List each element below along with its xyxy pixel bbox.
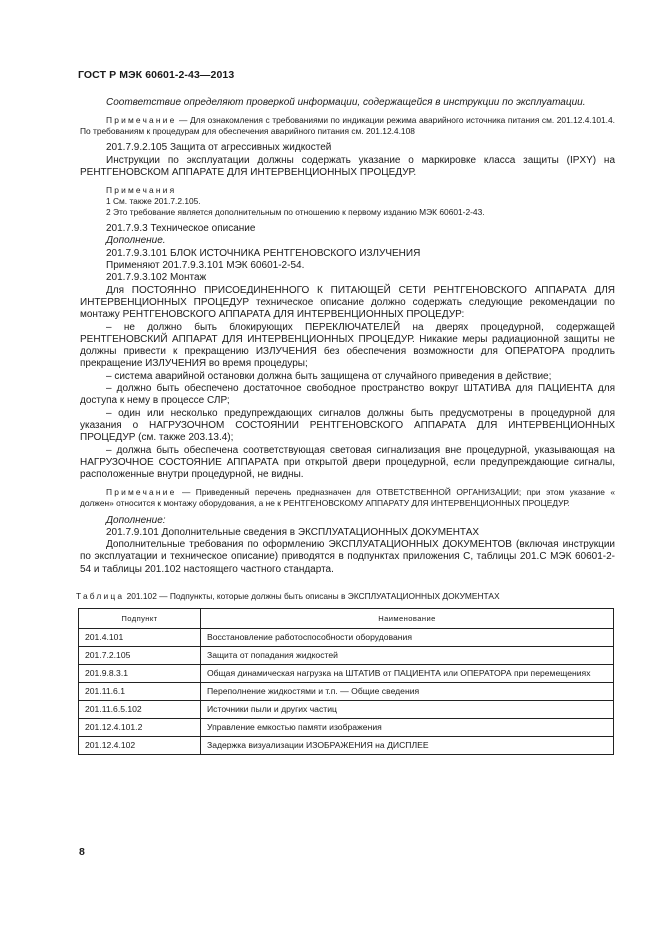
table-cell-name: Защита от попадания жидкостей — [201, 647, 614, 665]
subclauses-table — [78, 608, 614, 755]
table-header-row — [79, 609, 614, 629]
table-cell-code: 201.12.4.101.2 — [79, 719, 201, 737]
section-3-title: 201.7.9.3 Техническое описание — [106, 223, 256, 235]
table-row — [79, 701, 614, 719]
table-cell-name: Источники пыли и других частиц — [201, 701, 614, 719]
table-caption-text: 201.102 — Подпункты, которые должны быть описаны в ЭКСПЛУАТАЦИОННЫХ ДОКУМЕНТАХ — [124, 591, 500, 602]
notes-2-label: Примечания — [106, 185, 177, 196]
table-row — [79, 665, 614, 683]
page-content — [76, 93, 615, 755]
note-1-text: — Для ознакомления с требованиями по индикации режима аварийного источника питания см. 201.12.4.101.4. По требованиям к процедурам для обеспечения аварийного питания см. 201.12.4.108 — [80, 115, 615, 136]
table-row — [79, 647, 614, 665]
table-row — [79, 683, 614, 701]
section-3102-text: Для ПОСТОЯННО ПРИСОЕДИНЕННОГО К ПИТАЮЩЕЙ СЕТИ РЕНТГЕНОВСКОГО АППАРАТА ДЛЯ ИНТЕРВЕНЦИОННЫХ ПРОЦЕДУР техническое описание должно содержать следующие рекомендации по монтажу РЕНТГЕНОВСКОГО АППАРАТА ДЛЯ ИНТЕРВЕНЦИОННЫХ ПРОЦЕДУР: — [80, 284, 615, 321]
section-2105-text: Инструкции по эксплуатации должны содержать указание о маркировке класса защиты (IPXY) на РЕНТГЕНОВСКОМ АППАРАТЕ ДЛЯ ИНТЕРВЕНЦИОННЫХ ПРОЦЕДУР. — [80, 154, 615, 179]
section-3101-text: Применяют 201.7.9.3.101 МЭК 60601-2-54. — [106, 260, 305, 272]
table-row — [79, 737, 614, 755]
table-row — [79, 629, 614, 647]
section-3101-title: 201.7.9.3.101 БЛОК ИСТОЧНИКА РЕНТГЕНОВСКОГО ИЗЛУЧЕНИЯ — [106, 247, 421, 259]
list-item: – один или несколько предупреждающих сигналов должны быть предусмотрены в процедурной для указания о НАГРУЗОЧНОМ СОСТОЯНИИ РЕНТГЕНОВСКОГО АППАРАТА ДЛЯ ИНТЕРВЕНЦИОННЫХ ПРОЦЕДУР (см. также 203.13.4); — [80, 407, 615, 444]
section-2105-title: 201.7.9.2.105 Защита от агрессивных жидкостей — [106, 142, 332, 154]
note-3-label: Примечание — [106, 487, 177, 498]
table-cell-name: Управление емкостью памяти изображения — [201, 719, 614, 737]
list-item: – должно быть обеспечено достаточное свободное пространство вокруг ШТАТИВА для ПАЦИЕНТА для доступа к нему в процессе СЛР; — [80, 383, 615, 407]
table-cell-name: Переполнение жидкостями и т.п. — Общие сведения — [201, 683, 614, 701]
table-cell-code: 201.12.4.102 — [79, 737, 201, 755]
table-cell-code: 201.11.6.5.102 — [79, 701, 201, 719]
table-row — [79, 719, 614, 737]
section-3102-title: 201.7.9.3.102 Монтаж — [106, 272, 207, 284]
addition-1: Дополнение. — [106, 235, 166, 247]
table-cell-name: Задержка визуализации ИЗОБРАЖЕНИЯ на ДИСПЛЕЕ — [201, 737, 614, 755]
table-cell-name: Восстановление работоспособности оборудования — [201, 629, 614, 647]
note-1 — [80, 115, 615, 136]
note-1-label: Примечание — [106, 115, 177, 126]
addition-2: Дополнение: — [106, 514, 166, 526]
notes-2-item-2: 2 Это требование является дополнительным по отношению к первому изданию МЭК 60601-2-43. — [106, 206, 485, 217]
table-cell-code: 201.11.6.1 — [79, 683, 201, 701]
column-header-subclause: Подпункт — [79, 609, 201, 629]
table-cell-code: 201.9.8.3.1 — [79, 665, 201, 683]
table-caption — [76, 590, 615, 602]
table-cell-code: 201.7.2.105 — [79, 647, 201, 665]
list-item: – должна быть обеспечена соответствующая световая сигнализация вне процедурной, указывающая на НАГРУЗОЧНОЕ СОСТОЯНИЕ АППАРАТА при открытой двери процедурной, если предупреждающие сигналы, расположенные внутри процедурной, не видны. — [80, 444, 615, 481]
note-3 — [80, 487, 615, 508]
section-9101-title: 201.7.9.101 Дополнительные сведения в ЭКСПЛУАТАЦИОННЫХ ДОКУМЕНТАХ — [106, 526, 480, 538]
note-3-text: — Приведенный перечень предназначен для ОТВЕТСТВЕННОЙ ОРГАНИЗАЦИИ; при этом указание « должен» относится к монтажу оборудования, а не к РЕНТГЕНОВСКОМУ АППАРАТУ ДЛЯ ИНТЕРВЕНЦИОННЫХ ПРОЦЕДУР. — [80, 487, 615, 508]
list-item: – не должно быть блокирующих ПЕРЕКЛЮЧАТЕЛЕЙ на дверях процедурной, содержащей РЕНТГЕНОВСКИЙ АППАРАТ ДЛЯ ИНТЕРВЕНЦИОННЫХ ПРОЦЕДУР. Никакие меры радиационной защиты не должны привести к прекращению ИЗЛУЧЕНИЯ без обеспечения возможности для ОПЕРАТОРА продлить прекращение ИЗЛУЧЕНИЯ во время процедуры; — [80, 321, 615, 370]
table-cell-code: 201.4.101 — [79, 629, 201, 647]
table-caption-label: Таблица — [76, 591, 125, 602]
notes-2-item-1: 1 См. также 201.7.2.105. — [106, 195, 201, 206]
list-item: – система аварийной остановки должна быть защищена от случайного приведения в действие; — [106, 370, 552, 382]
page-number: 8 — [79, 846, 85, 858]
compliance-paragraph: Соответствие определяют проверкой информации, содержащейся в инструкции по эксплуатации. — [106, 97, 586, 108]
document-header: ГОСТ Р МЭК 60601-2-43—2013 — [78, 69, 235, 81]
table-cell-name: Общая динамическая нагрузка на ШТАТИВ от ПАЦИЕНТА или ОПЕРАТОРА при перемещениях — [201, 665, 614, 683]
section-9101-text: Дополнительные требования по оформлению ЭКСПЛУАТАЦИОННЫХ ДОКУМЕНТОВ (включая инструкции по эксплуатации и техническое описание) приводятся в подпунктах приложения С, таблицы 201.С МЭК 60601-2-54 и таблицы 201.102 настоящего частного стандарта. — [80, 539, 615, 575]
column-header-name: Наименование — [201, 609, 614, 629]
